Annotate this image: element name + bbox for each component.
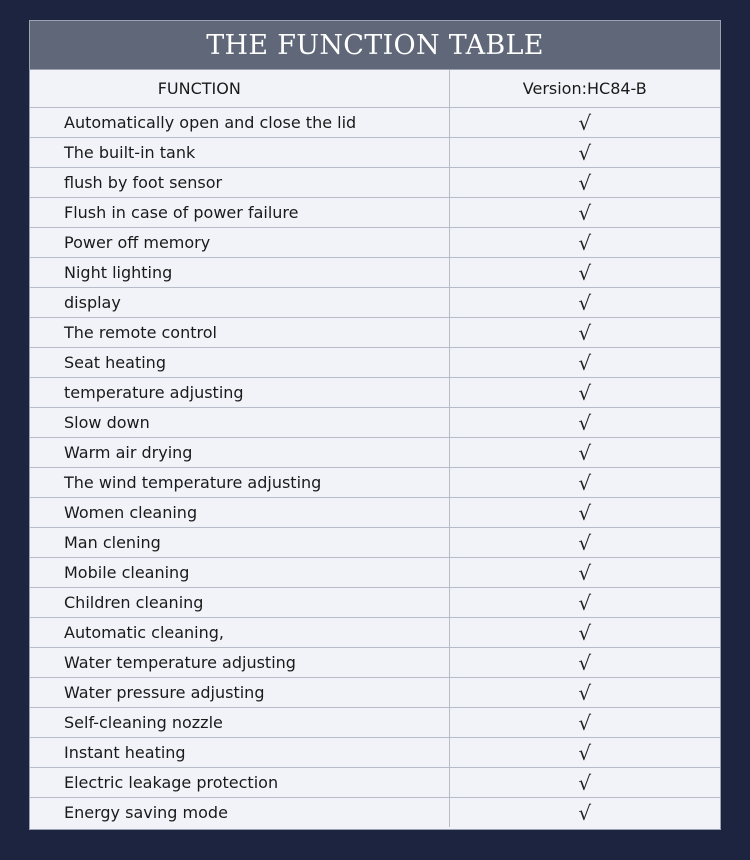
checkmark-icon: √ [449, 378, 720, 408]
table-row [30, 318, 720, 348]
checkmark-icon: √ [449, 258, 720, 288]
function-name-cell: The built-in tank [30, 138, 449, 168]
table-row [30, 498, 720, 528]
function-name-cell: Electric leakage protection [30, 768, 449, 798]
checkmark-icon: √ [449, 798, 720, 828]
checkmark-icon: √ [449, 648, 720, 678]
table-row [30, 588, 720, 618]
column-header-function: FUNCTION [30, 70, 449, 108]
checkmark-icon: √ [449, 318, 720, 348]
function-name-cell: Water temperature adjusting [30, 648, 449, 678]
function-name-cell: temperature adjusting [30, 378, 449, 408]
function-name-cell: Flush in case of power failure [30, 198, 449, 228]
table-row [30, 738, 720, 768]
function-name-cell: The remote control [30, 318, 449, 348]
table-row [30, 288, 720, 318]
checkmark-icon: √ [449, 558, 720, 588]
column-header-version: Version:HC84-B [449, 70, 720, 108]
function-name-cell: Warm air drying [30, 438, 449, 468]
table-row [30, 348, 720, 378]
function-name-cell: Instant heating [30, 738, 449, 768]
function-name-cell: Night lighting [30, 258, 449, 288]
table-row [30, 678, 720, 708]
checkmark-icon: √ [449, 168, 720, 198]
checkmark-icon: √ [449, 708, 720, 738]
table-header-row [30, 70, 720, 108]
function-name-cell: display [30, 288, 449, 318]
checkmark-icon: √ [449, 498, 720, 528]
table-row [30, 138, 720, 168]
checkmark-icon: √ [449, 228, 720, 258]
table-title: THE FUNCTION TABLE [30, 21, 720, 70]
checkmark-icon: √ [449, 618, 720, 648]
function-name-cell: Power off memory [30, 228, 449, 258]
table-row [30, 708, 720, 738]
table-row [30, 438, 720, 468]
checkmark-icon: √ [449, 198, 720, 228]
function-table [30, 70, 720, 827]
table-row [30, 558, 720, 588]
checkmark-icon: √ [449, 438, 720, 468]
checkmark-icon: √ [449, 408, 720, 438]
function-name-cell: Seat heating [30, 348, 449, 378]
checkmark-icon: √ [449, 768, 720, 798]
function-name-cell: Self-cleaning nozzle [30, 708, 449, 738]
table-row [30, 768, 720, 798]
table-row [30, 798, 720, 828]
function-name-cell: Mobile cleaning [30, 558, 449, 588]
checkmark-icon: √ [449, 678, 720, 708]
function-name-cell: Automatic cleaning, [30, 618, 449, 648]
function-name-cell: Water pressure adjusting [30, 678, 449, 708]
checkmark-icon: √ [449, 348, 720, 378]
function-name-cell: flush by foot sensor [30, 168, 449, 198]
table-row [30, 198, 720, 228]
function-name-cell: Slow down [30, 408, 449, 438]
table-row [30, 528, 720, 558]
table-row [30, 228, 720, 258]
checkmark-icon: √ [449, 588, 720, 618]
function-name-cell: Women cleaning [30, 498, 449, 528]
table-row [30, 618, 720, 648]
checkmark-icon: √ [449, 288, 720, 318]
table-row [30, 108, 720, 138]
function-name-cell: Automatically open and close the lid [30, 108, 449, 138]
function-name-cell: Man clening [30, 528, 449, 558]
checkmark-icon: √ [449, 138, 720, 168]
checkmark-icon: √ [449, 108, 720, 138]
table-row [30, 468, 720, 498]
table-row [30, 258, 720, 288]
table-row [30, 168, 720, 198]
checkmark-icon: √ [449, 738, 720, 768]
table-row [30, 378, 720, 408]
function-name-cell: Energy saving mode [64, 803, 228, 822]
checkmark-icon: √ [449, 528, 720, 558]
function-name-cell: Children cleaning [30, 588, 449, 618]
table-body [30, 108, 720, 828]
table-row [30, 648, 720, 678]
function-name-cell: The wind temperature adjusting [30, 468, 449, 498]
function-table-panel [29, 20, 721, 830]
checkmark-icon: √ [449, 468, 720, 498]
table-row [30, 408, 720, 438]
